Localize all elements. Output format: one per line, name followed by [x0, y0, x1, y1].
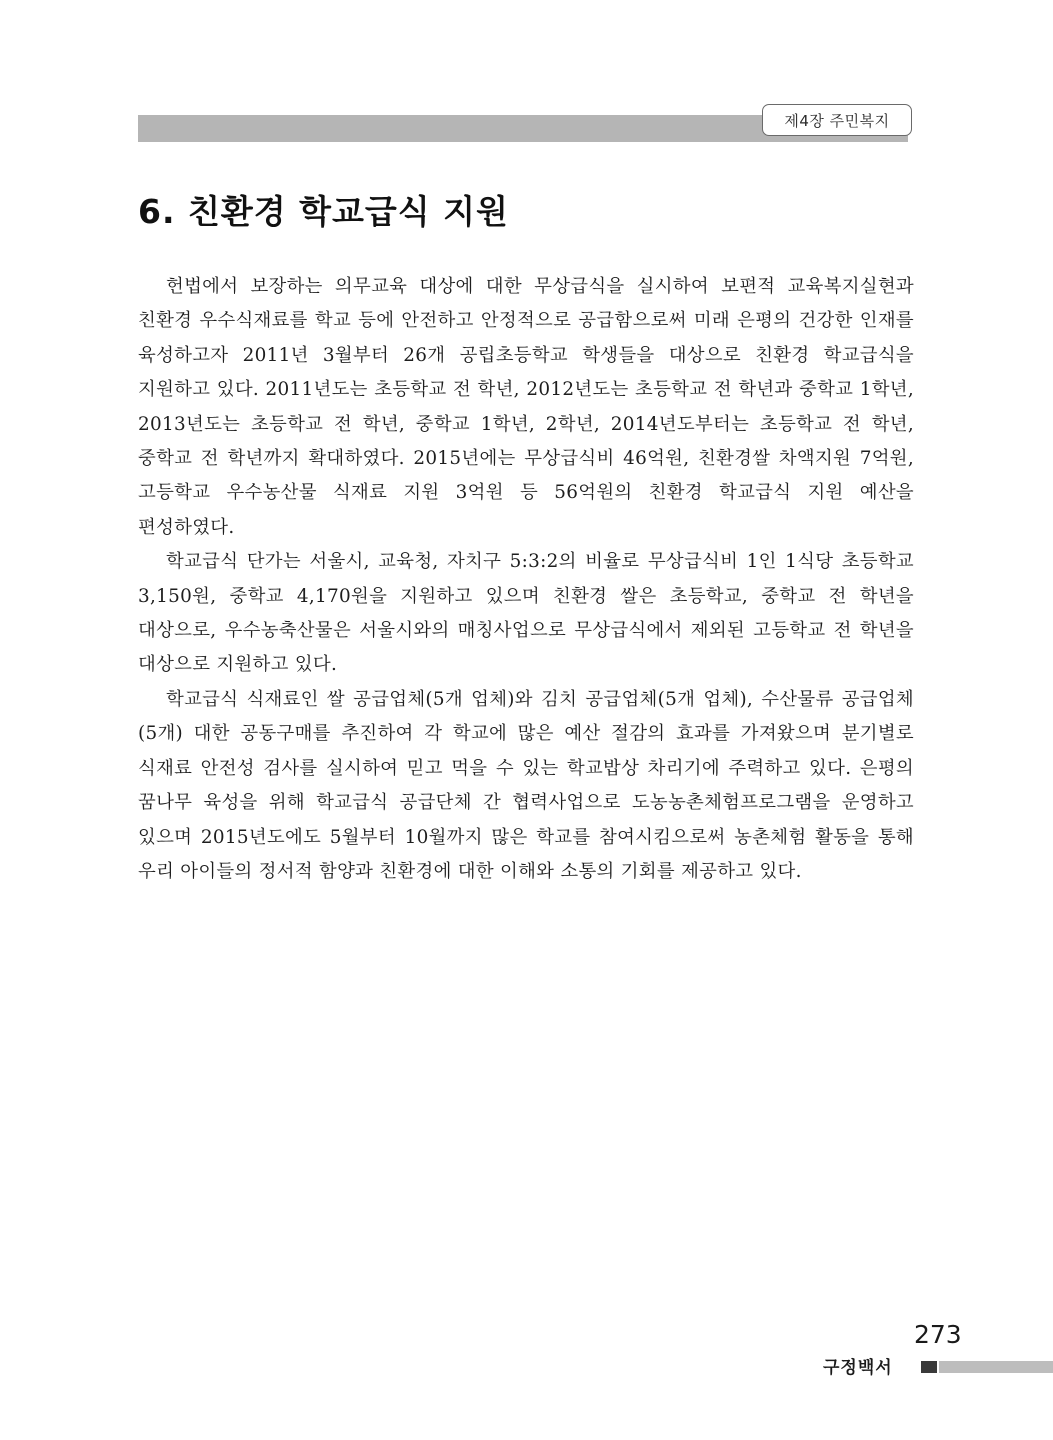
section-title: 6. 친환경 학교급식 지원 [138, 192, 509, 231]
page-number: 273 [914, 1320, 962, 1349]
paragraph: 헌법에서 보장하는 의무교육 대상에 대한 무상급식을 실시하여 보편적 교육복지실현과 친환경 우수식재료를 학교 등에 안전하고 안정적으로 공급함으로써 미래 은평의 건강한 인재를 육성하고자 2011년 3월부터 26개 공립초등학교 학생들을 대상으로 친환경 학교급식을 지원하고 있다. 2011년도는 초등학교 전 학년, 2012년도는 초등학교 전 학년과 중학교 1학년, 2013년도는 초등학교 전 학년, 중학교 1학년, 2학년, 2014년도부터는 초등학교 전 학년, 중학교 전 학년까지 확대하였다. 2015년에는 무상급식비 46억원, 친환경쌀 차액지원 7억원, 고등학교 우수농산물 식재료 지원 3억원 등 56억원의 친환경 학교급식 지원 예산을 편성하였다. [138, 276, 914, 538]
footer-bar [939, 1361, 1053, 1373]
body-text [138, 270, 914, 889]
footer-mark [921, 1361, 937, 1373]
paragraph: 학교급식 단가는 서울시, 교육청, 자치구 5:3:2의 비율로 무상급식비 1인 1식당 초등학교 3,150원, 중학교 4,170원을 지원하고 있으며 친환경 쌀은 초등학교, 중학교 전 학년을 대상으로, 우수농축산물은 서울시와의 매칭사업으로 무상급식에서 제외된 고등학교 전 학년을 대상으로 지원하고 있다. [138, 551, 914, 676]
chapter-label: 제4장 주민복지 [762, 104, 912, 136]
book-title: 구정백서 [823, 1358, 893, 1378]
paragraph: 학교급식 식재료인 쌀 공급업체(5개 업체)와 김치 공급업체(5개 업체), 수산물류 공급업체(5개) 대한 공동구매를 추진하여 각 학교에 많은 예산 절감의 효과를 가져왔으며 분기별로 식재료 안전성 검사를 실시하여 믿고 먹을 수 있는 학교밥상 차리기에 주력하고 있다. 은평의 꿈나무 육성을 위해 학교급식 공급단체 간 협력사업으로 도농농촌체험프로그램을 운영하고 있으며 2015년도에도 5월부터 10월까지 많은 학교를 참여시킴으로써 농촌체험 활동을 통해 우리 아이들의 정서적 함양과 친환경에 대한 이해와 소통의 기회를 제공하고 있다. [138, 688, 914, 882]
